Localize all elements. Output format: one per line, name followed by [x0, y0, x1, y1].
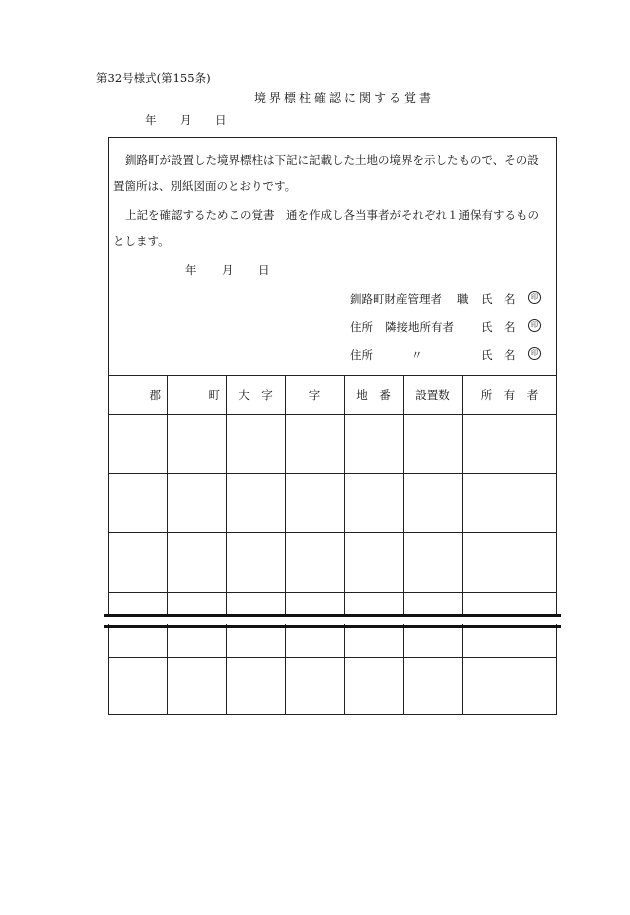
signature-3-name-label: 氏 名: [481, 348, 516, 362]
column-divider: [462, 375, 463, 715]
table-row-divider: [108, 473, 557, 474]
header-chiban: 地 番: [356, 388, 391, 402]
table-row-divider: [108, 592, 557, 593]
header-date-day: 日: [215, 113, 227, 127]
seal-mark-1: 印: [528, 291, 541, 304]
body-paragraph-1-line-1: 釧路町が設置した境界標柱は下記に記載した土地の境界を示したもので、その設: [125, 153, 539, 167]
memorandum-box: [108, 137, 557, 715]
signature-2-name-label: 氏 名: [481, 320, 516, 334]
table-break-line: [104, 614, 561, 617]
body-paragraph-1-line-2: 置箇所は、別紙図面のとおりです。: [113, 179, 297, 193]
column-divider: [285, 375, 286, 715]
signature-2-sub: 隣接地所有者: [385, 320, 454, 334]
signature-1-sub: 職: [457, 292, 469, 306]
header-date-year: 年: [145, 113, 157, 127]
header-oaza: 大 字: [238, 388, 273, 402]
document-title: 境界標柱確認に関する覚書: [253, 91, 434, 105]
signature-1-name-label: 氏 名: [481, 292, 516, 306]
header-cho: 町: [208, 388, 220, 402]
seal-mark-2: 印: [528, 319, 541, 332]
body-paragraph-2-line-1: 上記を確認するためこの覚書 通を作成し各当事者がそれぞれ１通保有するもの: [125, 208, 539, 222]
body-date-day: 日: [258, 263, 270, 277]
signature-1-label: 釧路町財産管理者: [350, 292, 442, 306]
table-break-line: [104, 625, 561, 628]
header-aza: 字: [308, 388, 321, 402]
header-setchisu: 設置数: [415, 388, 450, 402]
body-date-month: 月: [222, 263, 234, 277]
signature-3-label: 住所: [350, 348, 373, 362]
table-break-gap: [104, 617, 562, 624]
form-number: 第32号様式(第155条): [96, 71, 211, 85]
seal-mark-3: 印: [528, 347, 541, 360]
signature-2-label: 住所: [350, 320, 373, 334]
header-shoyusha: 所 有 者: [480, 388, 539, 402]
column-divider: [167, 375, 168, 715]
body-date-year: 年: [185, 263, 197, 277]
table-header-divider: [108, 414, 557, 415]
column-divider: [344, 375, 345, 715]
table-row-divider: [108, 532, 557, 533]
header-gun: 郡: [149, 388, 161, 402]
column-divider: [403, 375, 404, 715]
body-paragraph-2-line-2: とします。: [113, 234, 170, 248]
table-row-divider: [108, 657, 557, 658]
column-divider: [226, 375, 227, 715]
header-date-month: 月: [180, 113, 192, 127]
signature-3-sub: 〃: [411, 348, 423, 362]
